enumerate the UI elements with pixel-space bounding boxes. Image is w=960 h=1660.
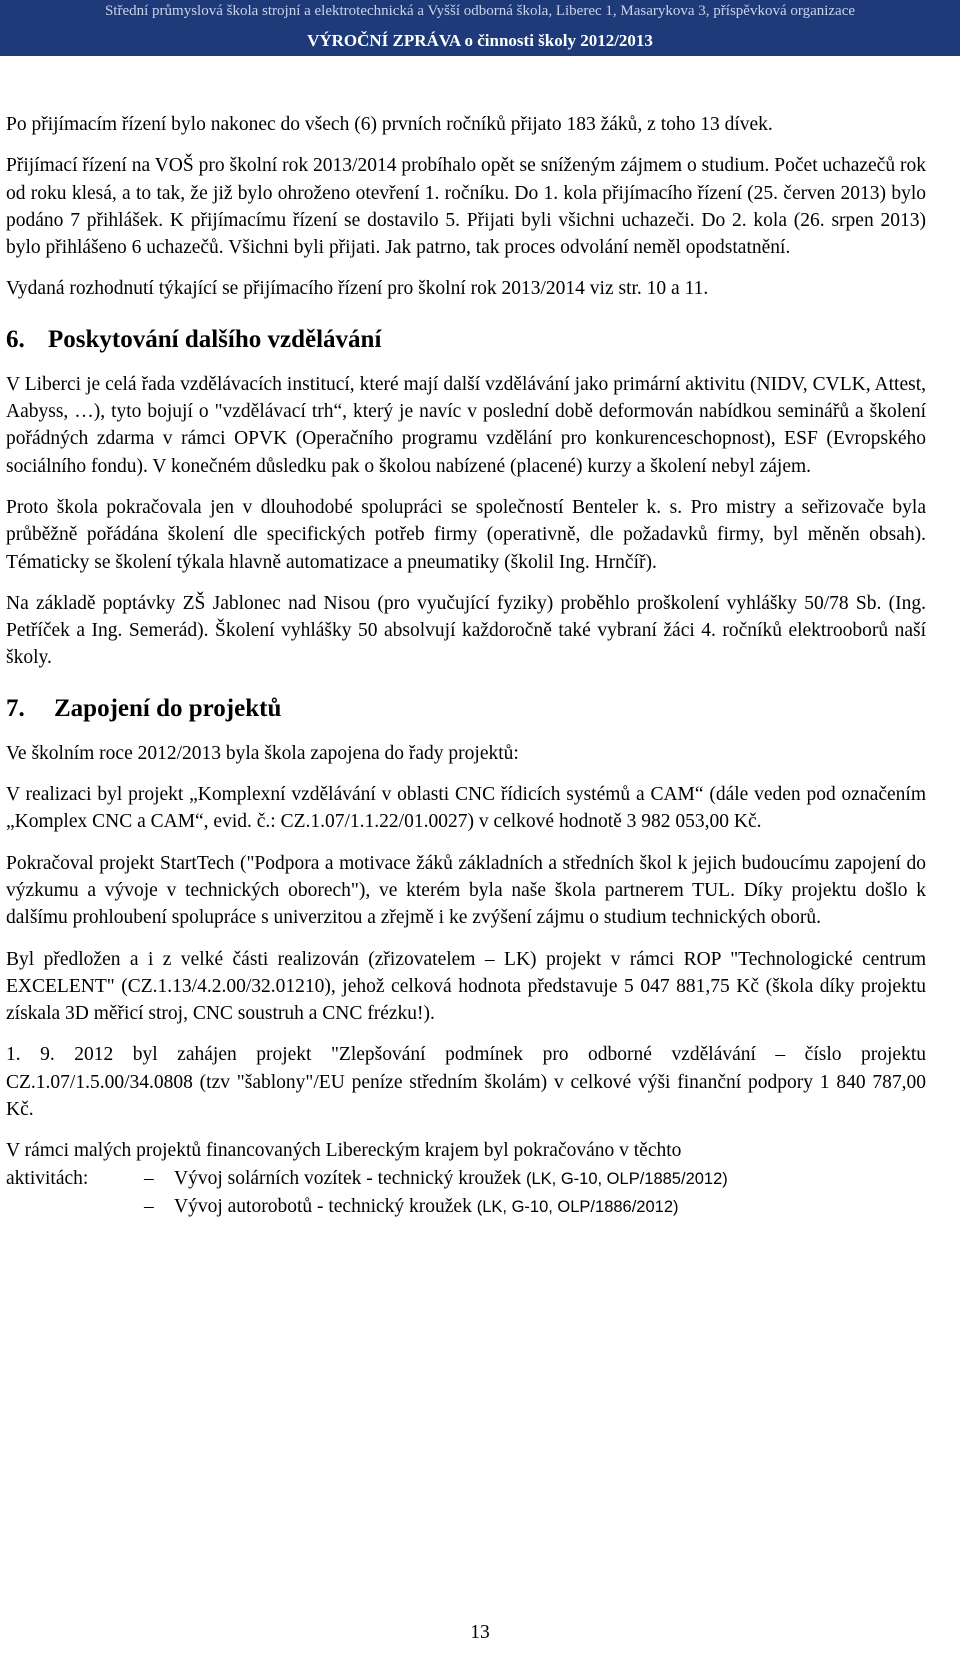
paragraph-projects-intro: Ve školním roce 2012/2013 byla škola zapojena do řady projektů: <box>6 742 519 764</box>
paragraph-excelent: Byl předložen a i z velké části realizován (zřizovatelem – LK) projekt v rámci ROP "Technologické centrum EXCELENT" (CZ.1.13/4.2.00/32.01210), jehož celková hodnota představuje 5 047 881,75 Kč (škola díky projektu získala 3D měřicí stroj, CNC soustruh a CNC frézku!). <box>6 948 926 1025</box>
section-number: 7. <box>6 694 25 722</box>
activities-label: aktivitách: <box>6 1167 89 1189</box>
small-projects-block <box>6 1137 926 1221</box>
paragraph-zs-jablonec: Na základě poptávky ZŠ Jablonec nad Nisou (pro vyučující fyziky) proběhlo proškolení vyhlášky 50/78 Sb. (Ing. Petříček a Ing. Semerád). Školení vyhlášky 50 absolvují každoročně také vybraní žáci 4. ročníků elektrooborů naší školy. <box>6 592 926 669</box>
page-number: 13 <box>470 1622 490 1643</box>
activity-text: Vývoj autorobotů - technický kroužek <box>174 1195 472 1217</box>
paragraph-vos-admissions: Přijímací řízení na VOŠ pro školní rok 2013/2014 probíhalo opět se sníženým zájmem o studium. Počet uchazečů rok od roku klesá, a to tak, že již bylo ohroženo otevření 1. ročníku. Do 1. kola přijímacího řízení (25. červen 2013) bylo podáno 7 přihlášek. K přijímacímu řízení se dostavilo 5. Přijati byli všichni uchazeči. Do 2. kola (26. srpen 2013) bylo přihlášeno 6 uchazečů. Všichni byli přijati. Jak patrno, tak proces odvolání neměl opodstatnění. <box>6 155 926 259</box>
paragraph-benteler: Proto škola pokračovala jen v dlouhodobé spolupráci se společností Benteler k. s. Pro mistry a seřizovače byla průběžně pořádána školení dle specifických potřeb firmy (operativně, dle požadavků firmy, byl měněn obsah). Tématicky se školení týkala hlavně automatizace a pneumatiky (školil Ing. Hrnčíř). <box>6 496 926 573</box>
paragraph-further-education: V Liberci je celá řada vzdělávacích institucí, které mají další vzdělávání jako primární aktivitu (NIDV, CVLK, Attest, Aabyss, …), tyto bojují o "vzdělávací trh“, který je navíc v poslední době deformován nabídkou seminářů a školení pořádných zdarma v rámci OPVK (Operačního programu vzdělání pro konkurenceschopnost), ESF (Evropského sociálního fondu). V konečném důsledku pak o školou nabízené (placené) kurzy a školení nebyl zájem. <box>6 373 926 477</box>
dash-bullet: – <box>144 1195 154 1217</box>
paragraph-cnc-project: V realizaci byl projekt „Komplexní vzdělávání v oblasti CNC řídicích systémů a CAM“ (dále veden pod označením „Komplex CNC a CAM“, evid. č.: CZ.1.07/1.1.22/01.0027) v celkové hodnotě 3 982 053,00 Kč. <box>6 784 926 833</box>
page-header <box>0 0 960 56</box>
activity-text: Vývoj solárních vozítek - technický kroužek <box>174 1167 522 1189</box>
paragraph-admissions-summary: Po přijímacím řízení bylo nakonec do všech (6) prvních ročníků přijato 183 žáků, z toho 13 dívek. <box>6 114 773 135</box>
activity-code: (LK, G-10, OLP/1886/2012) <box>476 1197 679 1216</box>
paragraph-decisions-reference: Vydaná rozhodnutí týkající se přijímacího řízení pro školní rok 2013/2014 viz str. 10 a 11. <box>6 278 709 300</box>
section-heading-6 <box>6 325 926 355</box>
document-body <box>6 111 926 1221</box>
section-title: Poskytování dalšího vzdělávání <box>48 325 382 353</box>
header-institution: Střední průmyslová škola strojní a elektrotechnická a Vyšší odborná škola, Liberec 1, Masarykova 3, příspěvková organizace <box>104 3 856 19</box>
paragraph-small-projects: V rámci malých projektů financovaných Libereckým krajem byl pokračováno v těchto <box>6 1140 682 1162</box>
section-title: Zapojení do projektů <box>54 694 282 722</box>
activity-item <box>6 1165 926 1193</box>
section-number: 6. <box>6 325 25 353</box>
paragraph-sablony: 1. 9. 2012 byl zahájen projekt "Zlepšování podmínek pro odborné vzdělávání – číslo projektu CZ.1.07/1.5.00/34.0808 (tzv "šablony"/EU peníze středním školám) v celkové výši finanční podpory 1 840 787,00 Kč. <box>6 1044 926 1121</box>
section-heading-7 <box>6 694 926 724</box>
activity-code: (LK, G-10, OLP/1885/2012) <box>525 1169 728 1188</box>
header-report-title: VÝROČNÍ ZPRÁVA o činnosti školy 2012/2013 <box>307 31 653 50</box>
paragraph-starttech: Pokračoval projekt StartTech ("Podpora a motivace žáků základních a středních škol k jejich budoucímu zapojení do výzkumu a vývoje v technických oborech"), ve kterém byla naše škola partnerem TUL. Díky projektu došlo k dalšímu prohloubení spolupráce s univerzitou a zřejmě i ke zvýšení zájmu o studium technických oborů. <box>6 852 926 929</box>
activity-item <box>6 1193 926 1221</box>
dash-bullet: – <box>144 1167 154 1189</box>
